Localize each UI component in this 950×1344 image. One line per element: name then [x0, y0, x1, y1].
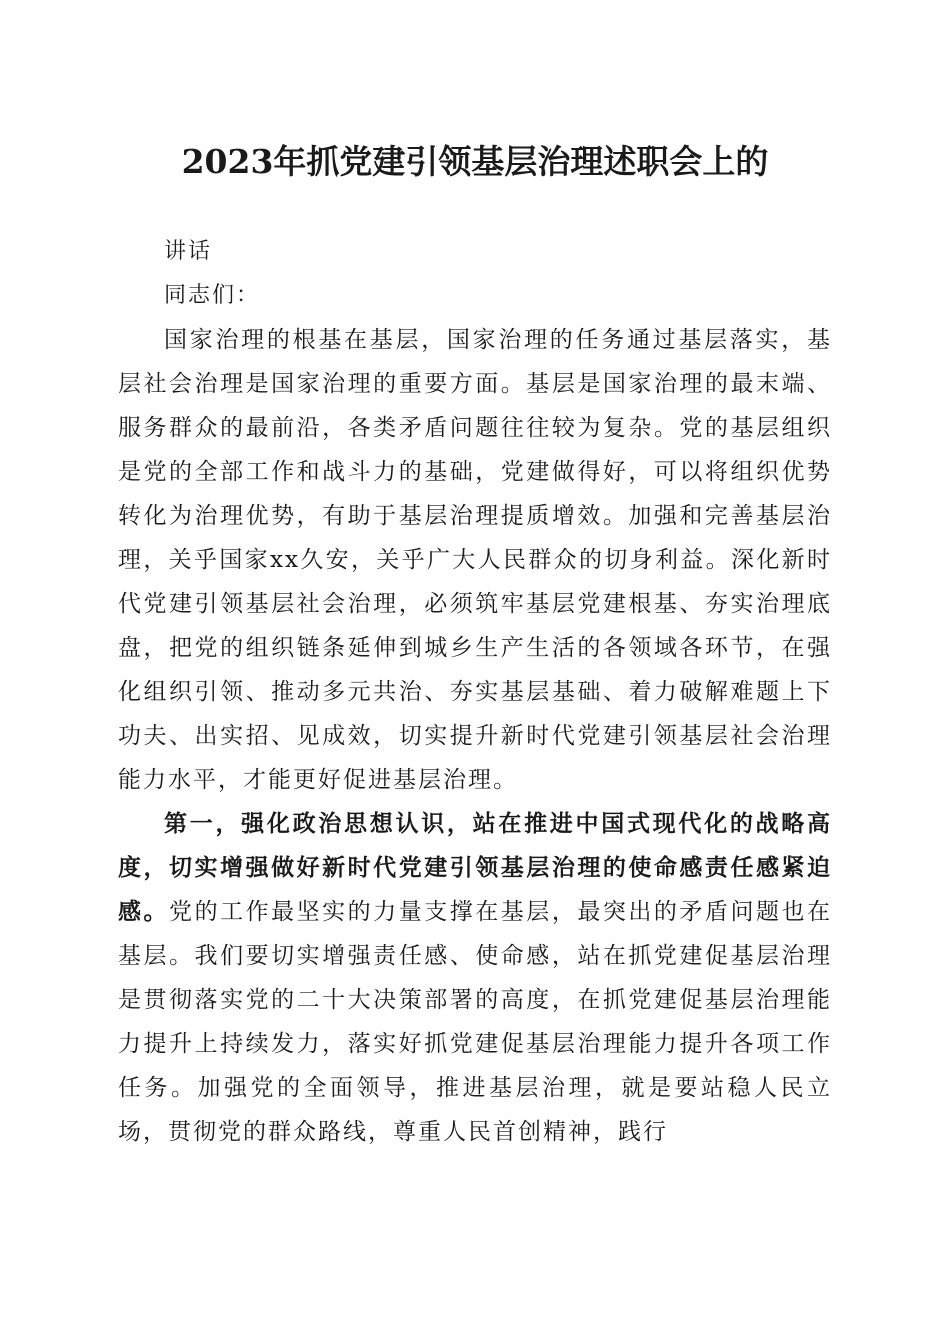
point-one-body: 党的工作最坚实的力量支撑在基层，最突出的矛盾问题也在基层。我们要切实增强责任感、使命感，站在抓党建促基层治理是贯彻落实党的二十大决策部署的高度，在抓党建促基层治理能力提升上持续发力，落实好抓党建促基层治理能力提升各项工作任务。加强党的全面领导，推进基层治理，就是要站稳人民立场，贯彻党的群众路线，尊重人民首创精神，践行 — [118, 899, 833, 1145]
point-one-paragraph — [118, 802, 832, 1154]
point-one-heading: 第一，强化政治思想认识，站在推进中国式现代化的战略高度，切实增强做好新时代党建引领基层治理的使命感责任感紧迫感。 — [118, 810, 832, 925]
document-title: 2023年抓党建引领基层治理述职会上的 — [181, 142, 769, 181]
title-continuation: 讲话 — [164, 239, 213, 264]
document-body — [118, 230, 832, 1154]
intro-paragraph: 国家治理的根基在基层，国家治理的任务通过基层落实，基层社会治理是国家治理的重要方面。基层是国家治理的最末端、服务群众的最前沿，各类矛盾问题往往较为复杂。党的基层组织是党的全部工作和战斗力的基础，党建做得好，可以将组织优势转化为治理优势，有助于基层治理提质增效。加强和完善基层治理，关乎国家xx久安，关乎广大人民群众的切身利益。深化新时代党建引领基层社会治理，必须筑牢基层党建根基、夯实治理底盘，把党的组织链条延伸到城乡生产生活的各领域各环节，在强化组织引领、推动多元共治、夯实基层基础、着力破解难题上下功夫、出实招、见成效，切实提升新时代党建引领基层社会治理能力水平，才能更好促进基层治理。 — [118, 327, 832, 793]
salutation: 同志们： — [164, 283, 261, 308]
